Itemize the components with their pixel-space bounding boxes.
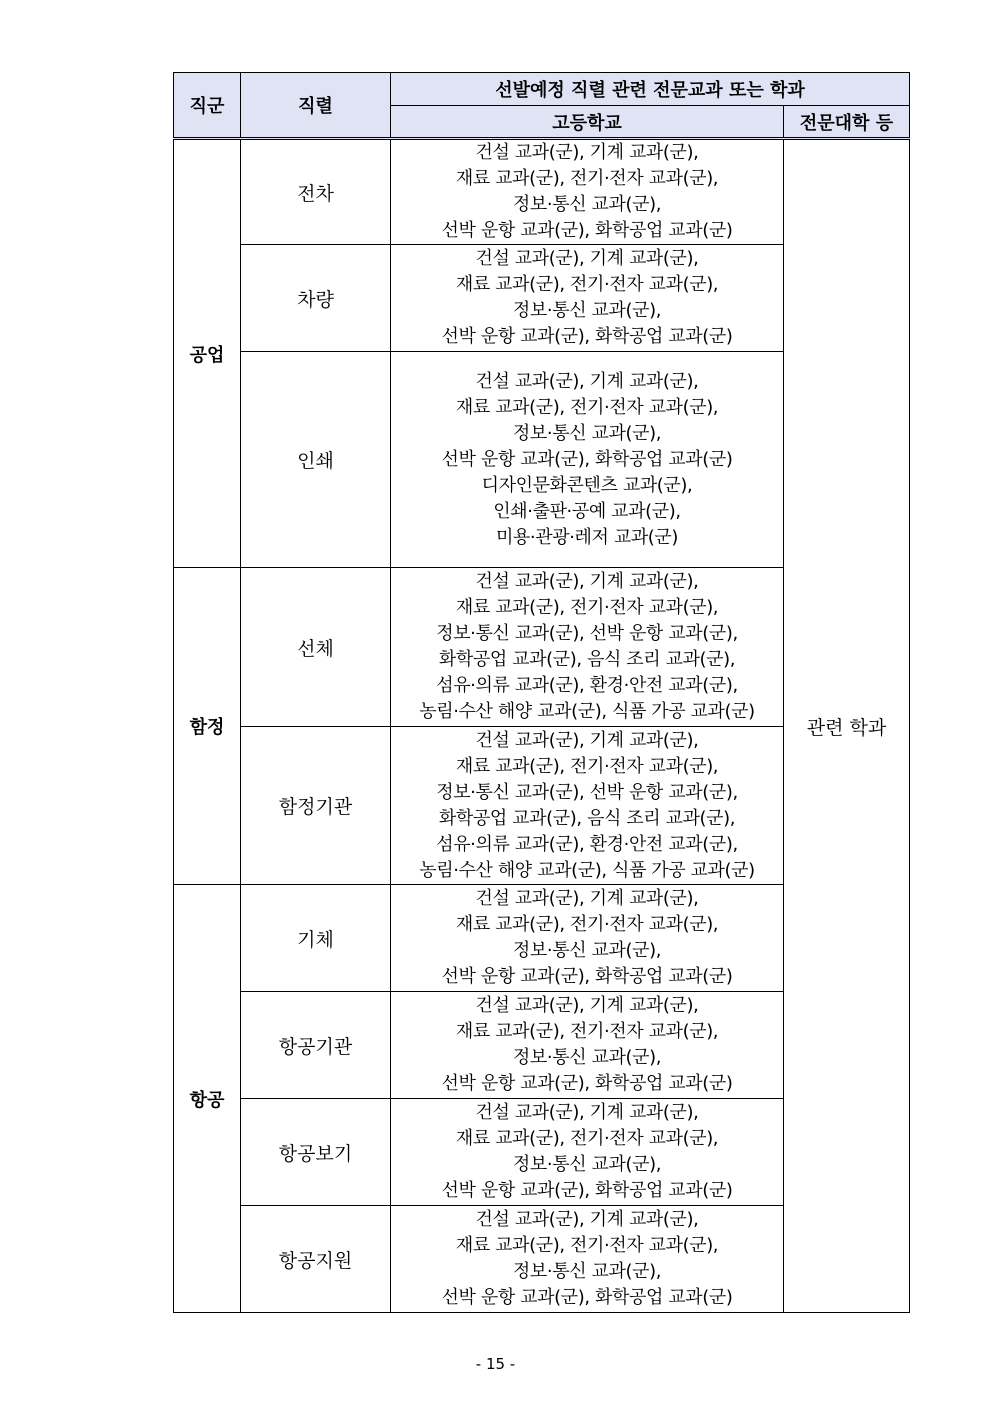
header-position: 직렬 (241, 73, 391, 139)
group-cell: 함정 (174, 568, 241, 885)
subject-line: 선박 운항 교과(군), 화학공업 교과(군) (441, 966, 733, 987)
subject-line: 미용·관광·레저 교과(군) (495, 526, 679, 548)
subject-line: 선박 운항 교과(군), 화학공업 교과(군) (441, 220, 733, 241)
subjects-cell (391, 245, 784, 352)
header-row-top (174, 73, 910, 106)
page-number: - 15 - (475, 1355, 516, 1373)
subject-line: 정보·통신 교과(군), (512, 422, 662, 444)
subject-line: 재료 교과(군), 전기·전자 교과(군), (455, 914, 719, 935)
subject-line: 정보·통신 교과(군), (512, 1261, 662, 1282)
position-cell: 전차 (241, 139, 391, 245)
subjects-cell (391, 885, 784, 992)
subject-line: 선박 운항 교과(군), 화학공업 교과(군) (441, 1287, 733, 1308)
subject-line: 농림·수산 해양 교과(군), 식품 가공 교과(군) (419, 859, 755, 881)
subject-line: 건설 교과(군), 기계 교과(군), (475, 995, 699, 1016)
subject-line: 정보·통신 교과(군), 선박 운항 교과(군), (436, 623, 738, 644)
header-highschool: 고등학교 (391, 106, 784, 139)
group-cell: 공업 (174, 139, 241, 568)
subjects-cell (391, 992, 784, 1099)
subject-line: 농림·수산 해양 교과(군), 식품 가공 교과(군) (419, 701, 755, 722)
subject-line: 화학공업 교과(군), 음식 조리 교과(군), (438, 807, 736, 829)
subject-line: 재료 교과(군), 전기·전자 교과(군), (455, 1235, 719, 1256)
subject-line: 건설 교과(군), 기계 교과(군), (475, 248, 699, 269)
subject-line: 재료 교과(군), 전기·전자 교과(군), (455, 396, 719, 418)
position-cell: 기체 (241, 885, 391, 992)
subject-line: 정보·통신 교과(군), (512, 300, 662, 321)
header-major: 선발예정 직렬 관련 전문교과 또는 학과 (391, 73, 910, 106)
subject-line: 건설 교과(군), 기계 교과(군), (475, 1102, 699, 1123)
subjects-cell (391, 568, 784, 727)
subject-line: 건설 교과(군), 기계 교과(군), (475, 571, 699, 592)
subject-line: 건설 교과(군), 기계 교과(군), (475, 1209, 699, 1230)
subject-line: 건설 교과(군), 기계 교과(군), (475, 370, 699, 392)
subject-line: 정보·통신 교과(군), (512, 1154, 662, 1175)
subject-line: 재료 교과(군), 전기·전자 교과(군), (455, 168, 719, 189)
table-row (174, 139, 910, 245)
subjects-cell (391, 139, 784, 245)
subject-line: 정보·통신 교과(군), (512, 194, 662, 215)
subjects-cell (391, 352, 784, 568)
subject-line: 인쇄·출판·공예 교과(군), (493, 500, 681, 522)
header-college: 전문대학 등 (784, 106, 910, 139)
subject-line: 재료 교과(군), 전기·전자 교과(군), (455, 1128, 719, 1149)
subject-line: 선박 운항 교과(군), 화학공업 교과(군) (441, 326, 733, 347)
subject-line: 정보·통신 교과(군), (512, 940, 662, 961)
position-cell: 항공보기 (241, 1099, 391, 1206)
position-cell: 함정기관 (241, 727, 391, 885)
subject-line: 재료 교과(군), 전기·전자 교과(군), (455, 274, 719, 295)
subjects-cell (391, 1206, 784, 1313)
subjects-cell (391, 1099, 784, 1206)
subject-line: 선박 운항 교과(군), 화학공업 교과(군) (441, 1180, 733, 1201)
college-cell: 관련 학과 (784, 139, 910, 1313)
subject-line: 건설 교과(군), 기계 교과(군), (475, 142, 699, 163)
subject-line: 재료 교과(군), 전기·전자 교과(군), (455, 755, 719, 777)
subject-line: 정보·통신 교과(군), (512, 1047, 662, 1068)
major-requirements-table (173, 72, 910, 1313)
subject-line: 재료 교과(군), 전기·전자 교과(군), (455, 1021, 719, 1042)
subject-line: 섬유·의류 교과(군), 환경·안전 교과(군), (436, 833, 738, 855)
subjects-cell (391, 727, 784, 885)
table-body (174, 73, 910, 1313)
subject-line: 화학공업 교과(군), 음식 조리 교과(군), (438, 649, 736, 670)
position-cell: 항공지원 (241, 1206, 391, 1313)
position-cell: 인쇄 (241, 352, 391, 568)
position-cell: 선체 (241, 568, 391, 727)
subject-line: 건설 교과(군), 기계 교과(군), (475, 729, 699, 751)
subject-line: 재료 교과(군), 전기·전자 교과(군), (455, 597, 719, 618)
subject-line: 건설 교과(군), 기계 교과(군), (475, 888, 699, 909)
subject-line: 선박 운항 교과(군), 화학공업 교과(군) (441, 1073, 733, 1094)
subject-line: 정보·통신 교과(군), 선박 운항 교과(군), (436, 781, 738, 803)
header-group: 직군 (174, 73, 241, 139)
position-cell: 차량 (241, 245, 391, 352)
subject-line: 선박 운항 교과(군), 화학공업 교과(군) (441, 448, 733, 470)
subject-line: 섬유·의류 교과(군), 환경·안전 교과(군), (436, 675, 738, 696)
subject-line: 디자인문화콘텐츠 교과(군), (481, 474, 693, 496)
position-cell: 항공기관 (241, 992, 391, 1099)
group-cell: 항공 (174, 885, 241, 1313)
